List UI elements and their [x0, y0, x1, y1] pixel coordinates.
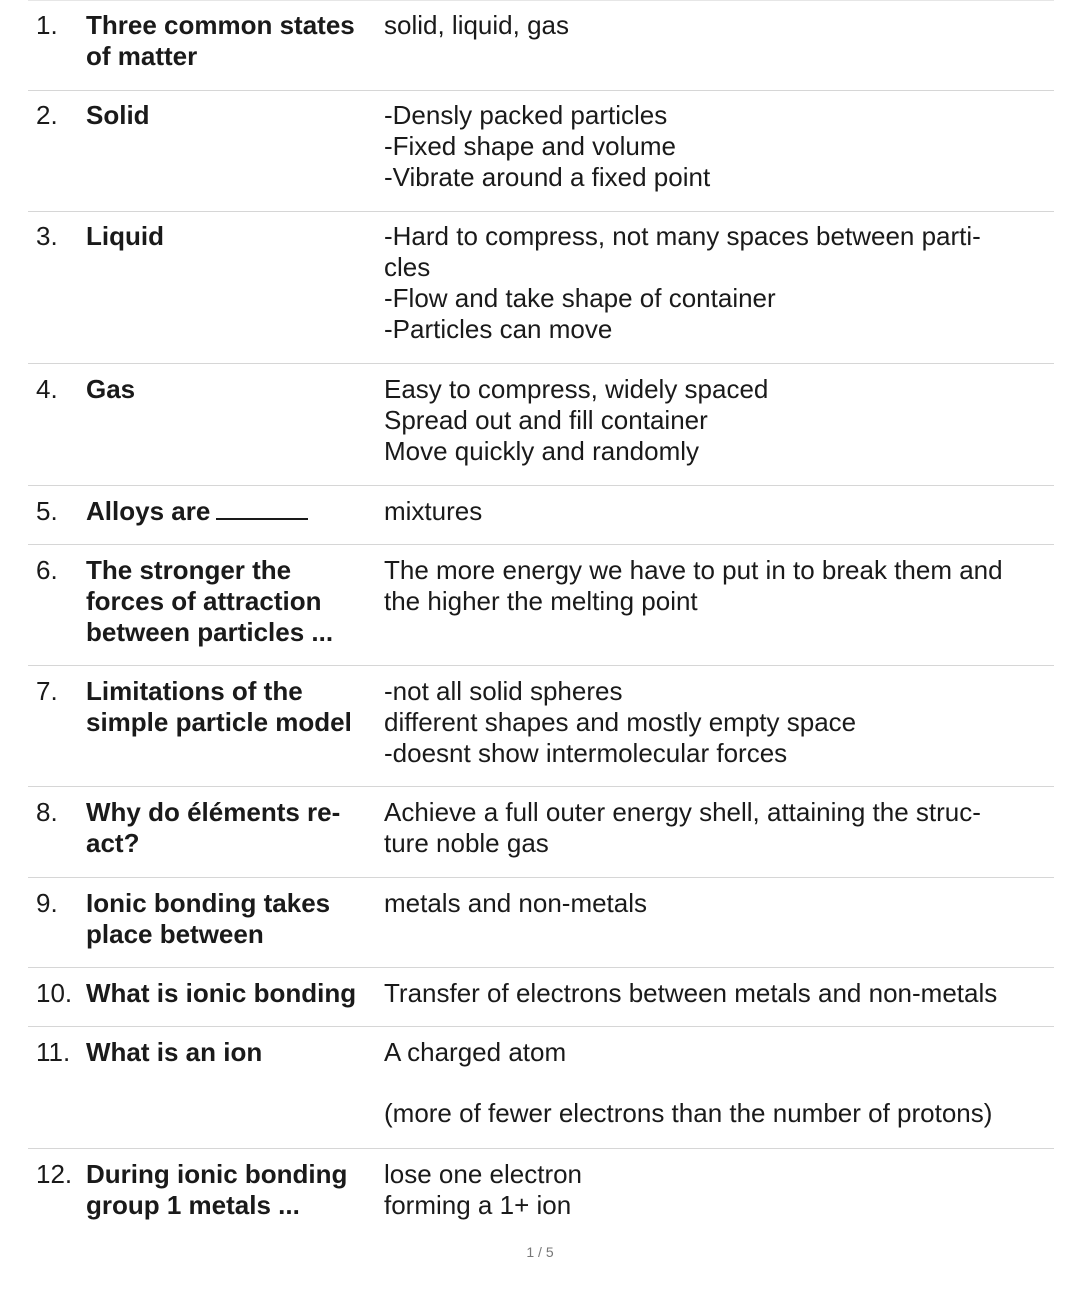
card-number: 11.	[36, 1037, 71, 1067]
card-number: 3.	[36, 221, 58, 251]
card-definition: metals and non-metals	[384, 888, 648, 918]
card-term: Liquid	[86, 221, 164, 251]
card-term: Gas	[86, 374, 136, 404]
card-number: 8.	[36, 797, 58, 827]
card-number: 9.	[36, 888, 58, 918]
card-term: Ionic bonding takes place between	[86, 888, 331, 949]
card-term: During ionic bonding group 1 metals ...	[86, 1159, 348, 1220]
card-definition: A charged atom (more of fewer electrons than the number of protons)	[384, 1037, 993, 1128]
card-term: Limitations of the simple particle model	[86, 676, 352, 737]
card-definition: solid, liquid, gas	[384, 10, 569, 40]
card-number: 2.	[36, 100, 58, 130]
card-3	[28, 211, 1054, 364]
card-4	[28, 363, 1054, 486]
card-number: 5.	[36, 496, 58, 526]
card-number: 1.	[36, 10, 58, 40]
card-1	[28, 0, 1054, 91]
card-5	[28, 485, 1054, 545]
card-6	[28, 544, 1054, 666]
card-definition: -Densly packed particles -Fixed shape and volume -Vibrate around a fixed point	[384, 100, 711, 192]
card-number: 4.	[36, 374, 58, 404]
card-definition: -Hard to compress, not many spaces between parti- cles -Flow and take shape of container -Particles can move	[384, 221, 981, 344]
card-term: Solid	[86, 100, 150, 130]
card-number: 12.	[36, 1159, 73, 1189]
card-number: 10.	[36, 978, 73, 1008]
card-term: What is an ion	[86, 1037, 263, 1067]
card-8	[28, 786, 1054, 878]
card-definition: lose one electron forming a 1+ ion	[384, 1159, 583, 1220]
card-definition: Easy to compress, widely spaced Spread out and fill container Move quickly and randomly	[384, 374, 769, 466]
card-term: What is ionic bonding	[86, 978, 357, 1008]
card-term: Why do éléments re- act?	[86, 797, 341, 858]
card-term: Alloys are	[86, 496, 308, 527]
card-9	[28, 877, 1054, 968]
card-term: Three common states of matter	[86, 10, 355, 71]
card-10	[28, 967, 1054, 1027]
card-definition: The more energy we have to put in to break them and the higher the melting point	[384, 555, 1003, 616]
card-definition: Achieve a full outer energy shell, attaining the struc- ture noble gas	[384, 797, 981, 858]
page-indicator: 1 / 5	[526, 1244, 554, 1260]
card-definition: Transfer of electrons between metals and non-metals	[384, 978, 998, 1008]
card-number: 7.	[36, 676, 58, 706]
card-number: 6.	[36, 555, 58, 585]
card-2	[28, 90, 1054, 212]
card-12	[28, 1148, 1054, 1238]
card-11	[28, 1026, 1054, 1149]
card-7	[28, 665, 1054, 787]
card-term: The stronger the forces of attraction between particles ...	[86, 555, 334, 647]
card-definition: mixtures	[384, 496, 483, 526]
fill-in-blank	[216, 498, 308, 520]
card-definition: -not all solid spheres different shapes and mostly empty space -doesnt show intermolecular forces	[384, 676, 857, 768]
